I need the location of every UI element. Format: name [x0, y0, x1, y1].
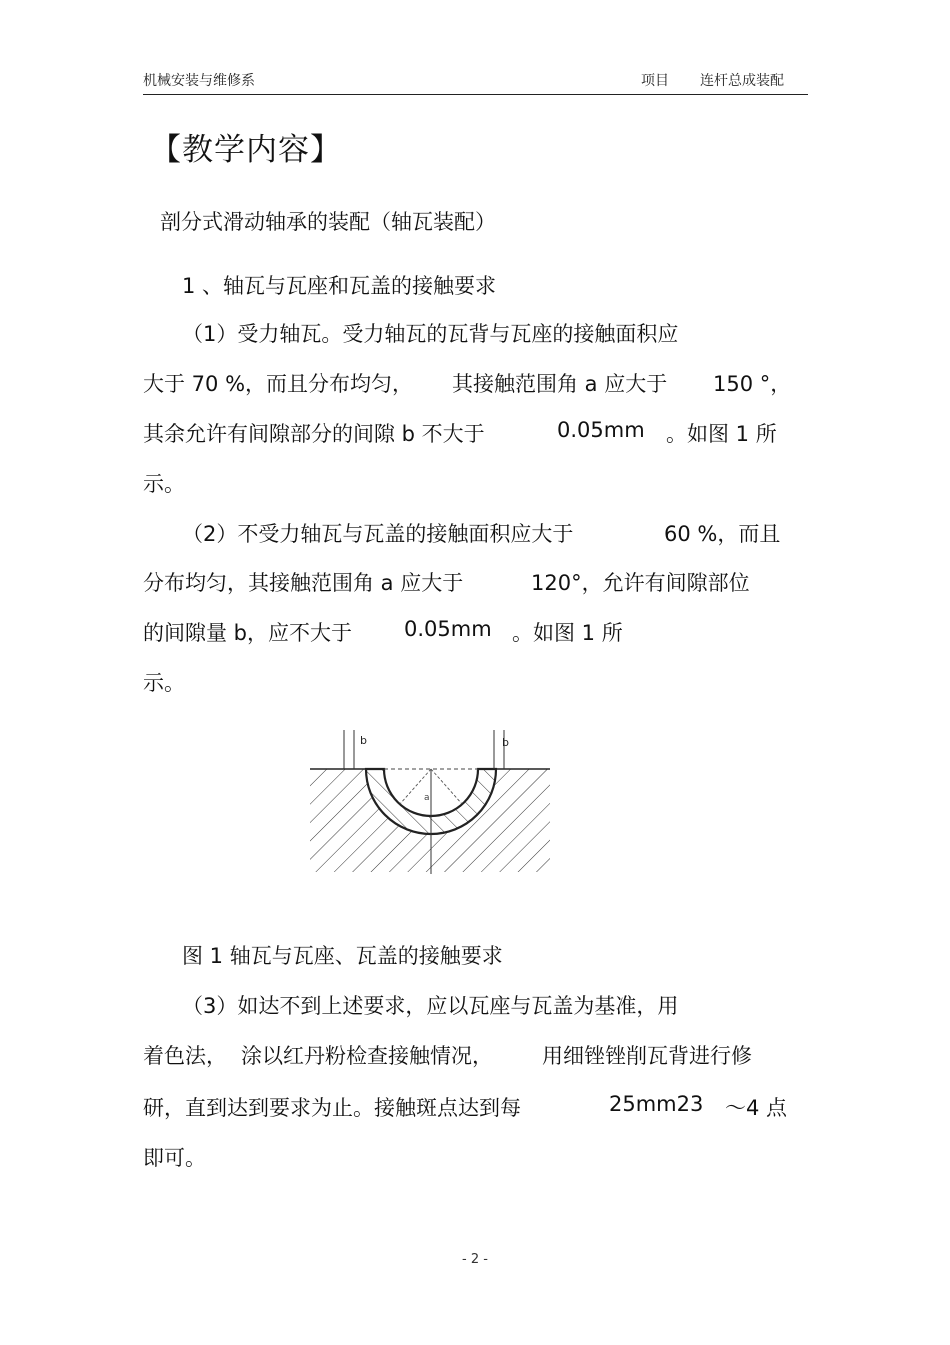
page-title: 【教学内容】 [150, 132, 342, 168]
bearing-contact-diagram [300, 722, 560, 882]
para1-line3b: 0.05mm [557, 418, 645, 442]
page-number: - 2 - [462, 1252, 488, 1267]
para1-line1: （1）受力轴瓦。受力轴瓦的瓦背与瓦座的接触面积应 [182, 322, 679, 346]
figure-caption: 图 1 轴瓦与瓦座、瓦盖的接触要求 [182, 944, 503, 968]
para2-line4: 示。 [143, 671, 185, 695]
para1-line3c: 。如图 1 所 [666, 422, 777, 446]
para1-line2a: 大于 70 %，而且分布均匀， [143, 372, 414, 396]
para3-line3b: 25mm23 [609, 1092, 704, 1116]
para3-line3a: 研，直到达到要求为止。接触斑点达到每 [143, 1096, 521, 1120]
para3-line1: （3）如达不到上述要求，应以瓦座与瓦盖为基准，用 [182, 994, 679, 1018]
para3-line2c: 用细锉锉削瓦背进行修 [542, 1044, 752, 1068]
label-a: a [424, 793, 430, 803]
header-rule [143, 94, 808, 95]
para2-line3a: 的间隙量 b，应不大于 [143, 621, 353, 645]
angle-line-right [431, 769, 462, 804]
label-b-left: b [360, 734, 367, 747]
para1-line3a: 其余允许有间隙部分的间隙 b 不大于 [143, 422, 485, 446]
label-b-right: b [502, 736, 509, 749]
para2-line1a: （2）不受力轴瓦与瓦盖的接触面积应大于 [182, 522, 574, 546]
subtitle: 剖分式滑动轴承的装配（轴瓦装配） [160, 210, 496, 234]
header-project-label: 项目 [641, 73, 669, 89]
section1-heading: 1 、轴瓦与瓦座和瓦盖的接触要求 [182, 274, 497, 298]
para3-line4: 即可。 [143, 1146, 206, 1170]
para2-line3c: 。如图 1 所 [512, 621, 623, 645]
para2-line1b: 60 %，而且 [664, 522, 781, 546]
para3-line2b: 涂以红丹粉检查接触情况， [241, 1044, 493, 1068]
para2-line2b: 120°，允许有间隙部位 [531, 571, 750, 595]
para2-line3b: 0.05mm [404, 617, 492, 641]
para3-line3c: ～4 点 [725, 1096, 788, 1120]
para1-line2b: 其接触范围角 a 应大于 [452, 372, 668, 396]
para1-line4: 示。 [143, 472, 185, 496]
header-project-title: 连杆总成装配 [700, 73, 784, 89]
header-department: 机械安装与维修系 [143, 73, 255, 89]
para1-line2c: 150 °， [713, 372, 792, 396]
para3-line2a: 着色法， [143, 1044, 227, 1068]
para2-line2a: 分布均匀，其接触范围角 a 应大于 [143, 571, 464, 595]
